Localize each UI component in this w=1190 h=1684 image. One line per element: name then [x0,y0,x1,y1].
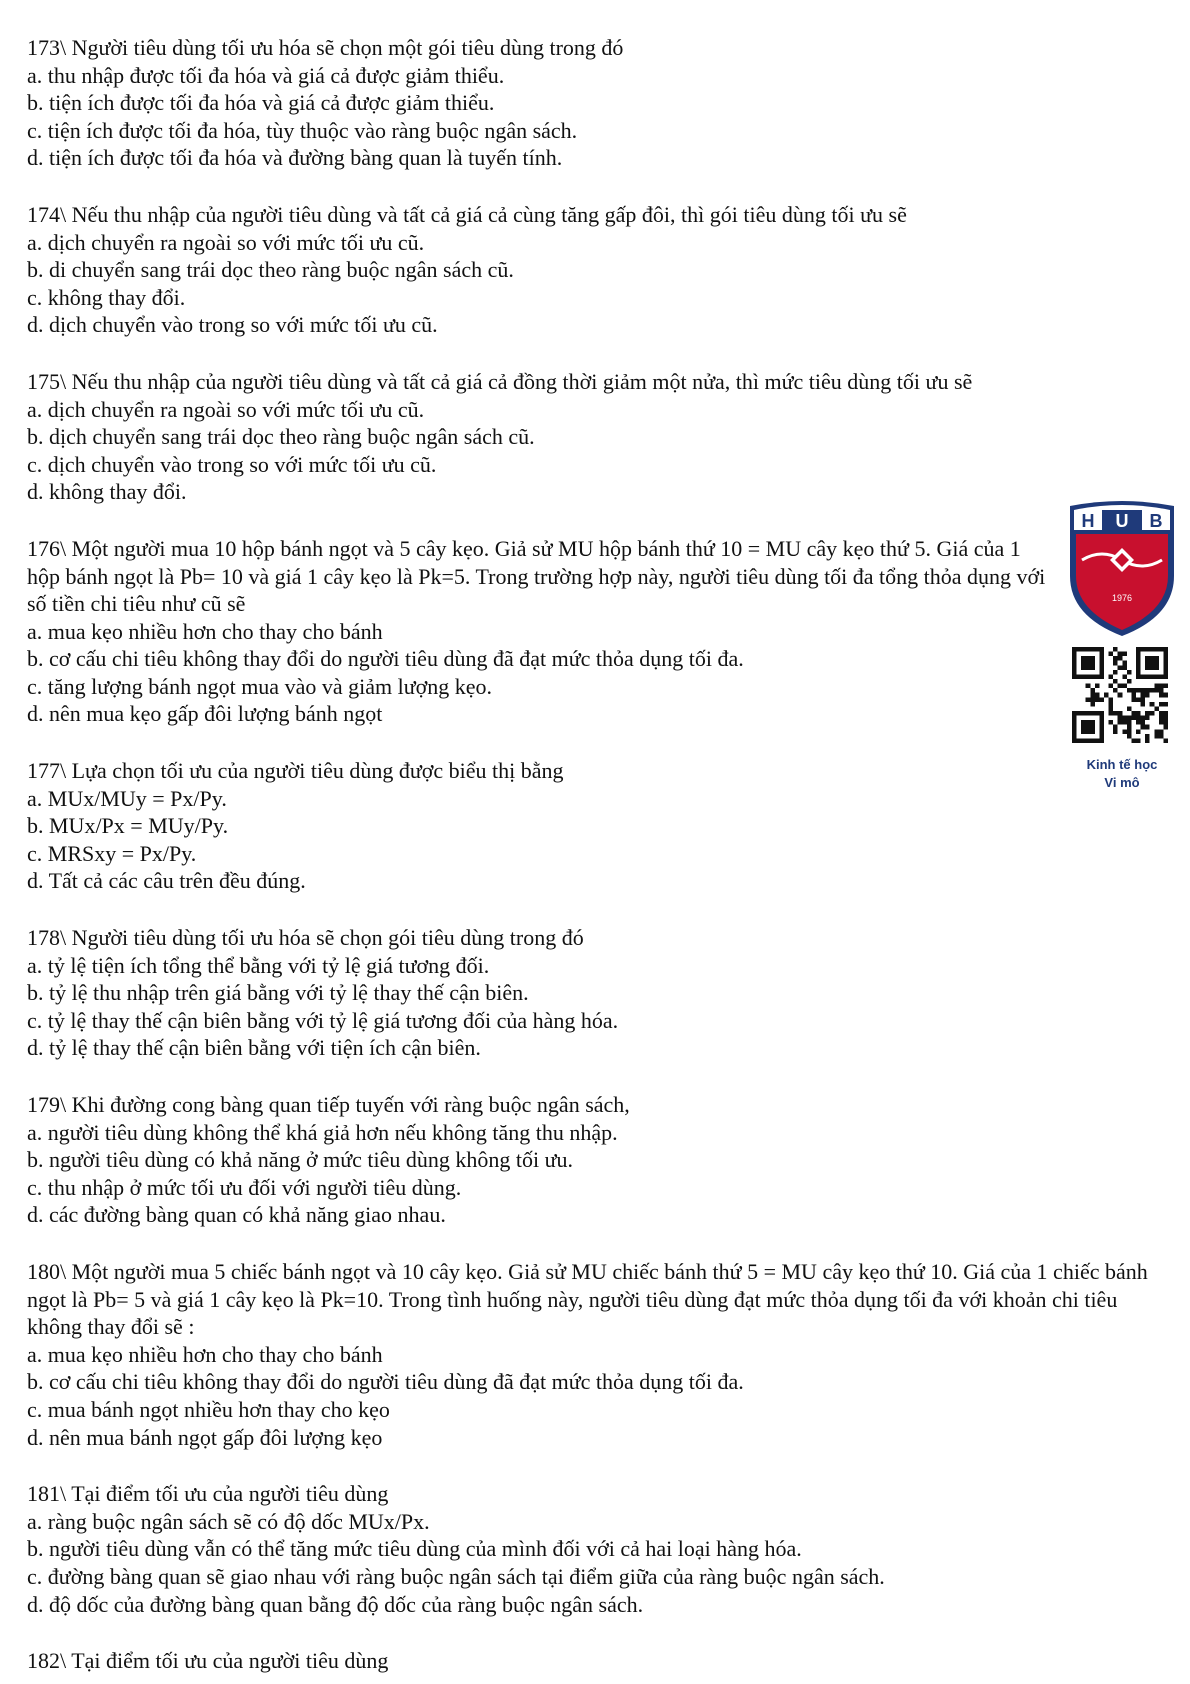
question-block [27,34,1167,172]
answer-option: a. MUx/MUy = Px/Py. [27,785,227,811]
answer-option: a. tỷ lệ tiện ích tổng thể bằng với tỷ lệ giá tương đối. [27,952,490,978]
answer-option: d. dịch chuyển vào trong so với mức tối ưu cũ. [27,312,438,338]
logo-letter-h: H [1081,511,1095,531]
answer-option: d. tỷ lệ thay thế cận biên bằng với tiện ích cận biên. [27,1035,481,1061]
question-text: 178\ Người tiêu dùng tối ưu hóa sẽ chọn gói tiêu dùng trong đó [27,925,584,951]
answer-option: d. độ dốc của đường bàng quan bằng độ dốc của ràng buộc ngân sách. [27,1591,644,1617]
answer-option: c. không thay đổi. [27,284,186,310]
question-text: 176\ Một người mua 10 hộp bánh ngọt và 5 cây kẹo. Giả sử MU hộp bánh thứ 10 = MU cây kẹo thứ 5. Giá của 1 hộp bánh ngọt là Pb= 10 và giá 1 cây kẹo là Pk=5. Trong trường hợp này, người tiêu dùng tối đa tổng thỏa dụng với số tiền chi tiêu như cũ sẽ [27,535,1046,617]
hub-logo [1068,498,1176,638]
answer-option: a. dịch chuyển ra ngoài so với mức tối ưu cũ. [27,229,425,255]
question-block [27,201,1167,339]
question-text: 174\ Nếu thu nhập của người tiêu dùng và tất cả giá cả cùng tăng gấp đôi, thì gói tiêu dùng tối ưu sẽ [27,201,907,227]
answer-option: b. di chuyển sang trái dọc theo ràng buộc ngân sách cũ. [27,257,514,283]
question-block [27,368,1167,506]
logo-caption [1068,756,1176,792]
question-text: 182\ Tại điểm tối ưu của người tiêu dùng [27,1648,389,1674]
question-text: 181\ Tại điểm tối ưu của người tiêu dùng [27,1481,389,1507]
answer-option: a. người tiêu dùng không thể khá giả hơn nếu không tăng thu nhập. [27,1119,618,1145]
answer-option: a. mua kẹo nhiều hơn cho thay cho bánh [27,1341,383,1367]
answer-option: a. mua kẹo nhiều hơn cho thay cho bánh [27,618,383,644]
answer-option: c. mua bánh ngọt nhiều hơn thay cho kẹo [27,1396,390,1422]
document-body [27,34,1167,1675]
answer-option: d. nên mua kẹo gấp đôi lượng bánh ngọt [27,701,383,727]
answer-option: a. dịch chuyển ra ngoài so với mức tối ưu cũ. [27,396,425,422]
answer-option: b. người tiêu dùng vẫn có thể tăng mức tiêu dùng của mình đối với cả hai loại hàng hóa. [27,1536,802,1562]
answer-option: b. người tiêu dùng có khả năng ở mức tiêu dùng không tối ưu. [27,1147,574,1173]
answer-option: d. Tất cả các câu trên đều đúng. [27,868,306,894]
logo-letter-u: U [1115,511,1129,531]
answer-option: c. tỷ lệ thay thế cận biên bằng với tỷ lệ giá tương đối của hàng hóa. [27,1007,619,1033]
question-block [27,1258,1167,1451]
qr-code-icon [1072,647,1168,743]
answer-option: a. ràng buộc ngân sách sẽ có độ dốc MUx/Px. [27,1508,430,1534]
answer-option: c. MRSxy = Px/Py. [27,840,197,866]
question-block [27,1091,1167,1229]
answer-option: b. dịch chuyển sang trái dọc theo ràng buộc ngân sách cũ. [27,424,535,450]
question-block [27,924,1167,1062]
answer-option: d. nên mua bánh ngọt gấp đôi lượng kẹo [27,1424,383,1450]
question-text: 179\ Khi đường cong bàng quan tiếp tuyến với ràng buộc ngân sách, [27,1092,630,1117]
answer-option: d. các đường bàng quan có khả năng giao nhau. [27,1202,446,1228]
question-text: 180\ Một người mua 5 chiếc bánh ngọt và 10 cây kẹo. Giả sử MU chiếc bánh thứ 5 = MU cây kẹo thứ 10. Giá của 1 chiếc bánh ngọt là Pb= 5 và giá 1 cây kẹo là Pk=10. Trong tình huống này, người tiêu dùng đạt mức thỏa dụng tối đa với khoản chi tiêu không thay đổi sẽ : [27,1258,1148,1340]
answer-option: b. MUx/Px = MUy/Py. [27,813,229,839]
logo-caption-line2: Vi mô [1104,775,1140,790]
answer-option: b. tỷ lệ thu nhập trên giá bằng với tỷ lệ thay thế cận biên. [27,980,529,1006]
question-block [27,1480,1167,1618]
logo-caption-line1: Kinh tế học [1086,757,1158,772]
question-text: 175\ Nếu thu nhập của người tiêu dùng và tất cả giá cả đồng thời giảm một nửa, thì mức tiêu dùng tối ưu sẽ [27,368,973,394]
question-text: 173\ Người tiêu dùng tối ưu hóa sẽ chọn một gói tiêu dùng trong đó [27,35,624,60]
question-block [27,535,1167,728]
logo-letter-b: B [1149,511,1163,531]
answer-option: c. thu nhập ở mức tối ưu đối với người tiêu dùng. [27,1174,462,1200]
answer-option: d. tiện ích được tối đa hóa và đường bàng quan là tuyến tính. [27,145,563,171]
answer-option: b. cơ cấu chi tiêu không thay đổi do người tiêu dùng đã đạt mức thỏa dụng tối đa. [27,1369,744,1395]
question-block [27,757,1167,895]
logo-year: 1976 [1111,593,1133,603]
answer-option: c. đường bàng quan sẽ giao nhau với ràng buộc ngân sách tại điểm giữa của ràng buộc ngân sách. [27,1563,885,1589]
answer-option: b. cơ cấu chi tiêu không thay đổi do người tiêu dùng đã đạt mức thỏa dụng tối đa. [27,646,744,672]
answer-option: c. dịch chuyển vào trong so với mức tối ưu cũ. [27,451,437,477]
question-block [27,1647,1167,1675]
answer-option: a. thu nhập được tối đa hóa và giá cả được giảm thiểu. [27,62,505,88]
answer-option: c. tăng lượng bánh ngọt mua vào và giảm lượng kẹo. [27,673,493,699]
question-text: 177\ Lựa chọn tối ưu của người tiêu dùng được biểu thị bằng [27,758,564,784]
answer-option: c. tiện ích được tối đa hóa, tùy thuộc vào ràng buộc ngân sách. [27,117,578,143]
answer-option: d. không thay đổi. [27,479,187,505]
answer-option: b. tiện ích được tối đa hóa và giá cả được giảm thiểu. [27,90,495,116]
